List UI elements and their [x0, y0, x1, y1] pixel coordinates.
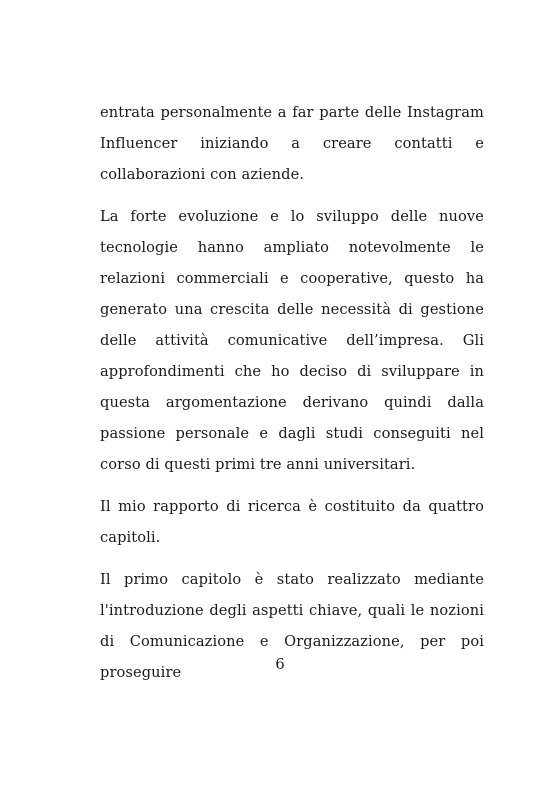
- paragraph-1: entrata personalmente a far parte delle Instagram Influencer iniziando a creare contatti e collaborazioni con aziende.: [100, 104, 484, 183]
- body-text: [100, 97, 484, 699]
- page-number: 6: [275, 656, 285, 673]
- paragraph-3: Il mio rapporto di ricerca è costituito da quattro capitoli.: [100, 498, 484, 546]
- paragraph-2: La forte evoluzione e lo sviluppo delle nuove tecnologie hanno ampliato notevolmente le relazioni commerciali e cooperative, questo ha generato una crescita delle necessità di gestione delle attività comunicative dell’impresa. Gli approfondimenti che ho deciso di sviluppare in questa argomentazione derivano quindi dalla passione personale e dagli studi conseguiti nel corso di questi primi tre anni universitari.: [100, 208, 484, 473]
- paragraph-4: Il primo capitolo è stato realizzato mediante l'introduzione degli aspetti chiave, quali le nozioni di Comunicazione e Organizzazione, per poi proseguire: [100, 571, 484, 681]
